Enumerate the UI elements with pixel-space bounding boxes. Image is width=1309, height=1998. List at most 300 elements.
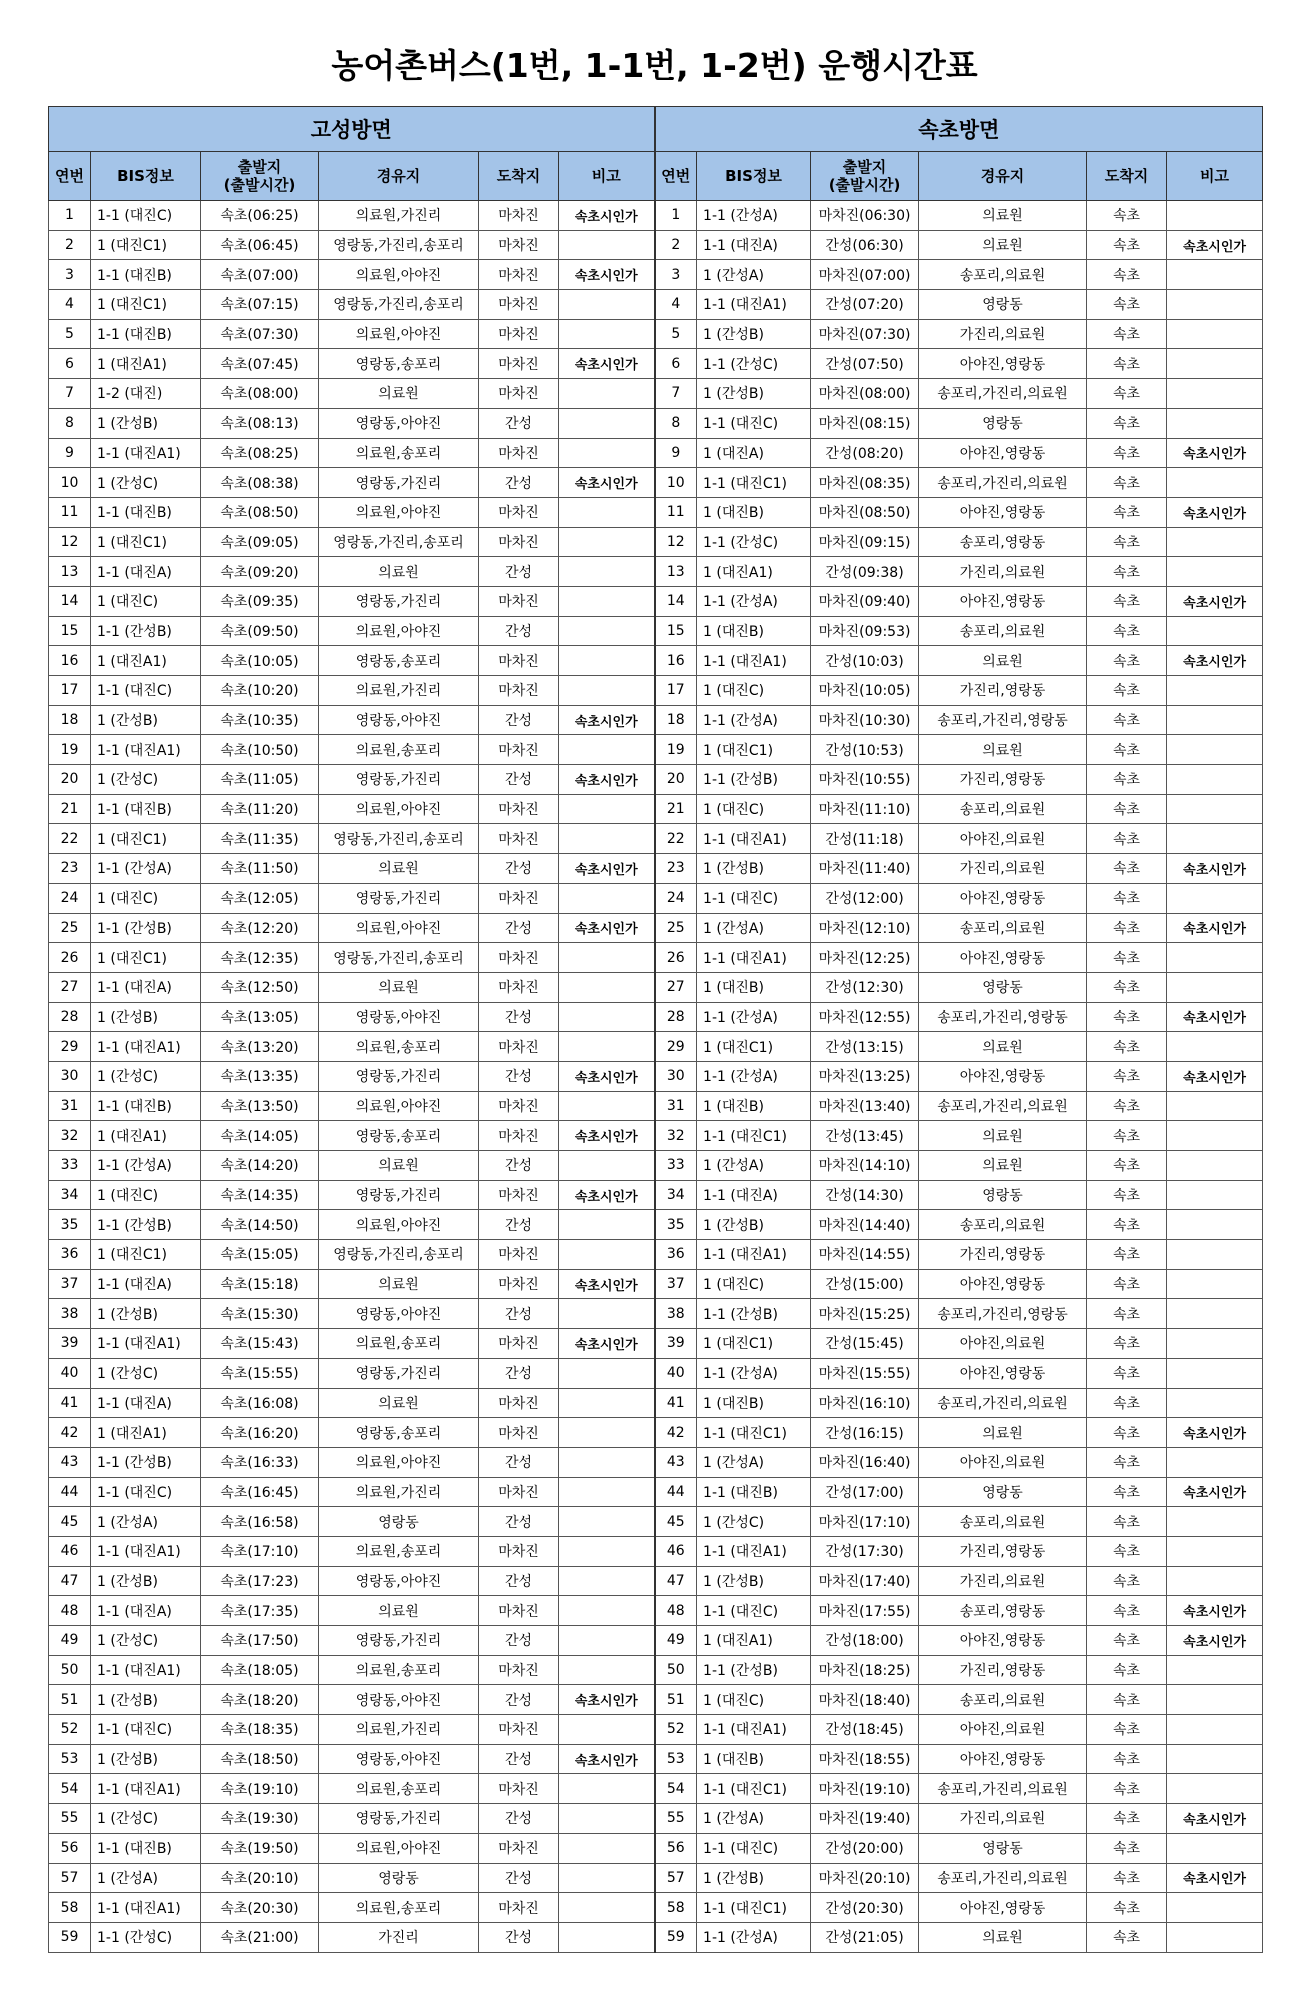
sokcho-cell-remarks: 속초시인가 bbox=[1167, 438, 1263, 468]
timetable-body bbox=[49, 201, 1263, 1953]
goseong-cell-number: 7 bbox=[49, 379, 91, 409]
goseong-cell-number: 2 bbox=[49, 230, 91, 260]
sokcho-cell-remarks: 속초시인가 bbox=[1167, 1626, 1263, 1656]
goseong-cell-via: 의료원,송포리 bbox=[319, 1032, 479, 1062]
sokcho-cell-bis: 1-1 (대진C1) bbox=[697, 1774, 811, 1804]
sokcho-cell-bis: 1 (간성B) bbox=[697, 1210, 811, 1240]
sokcho-cell-number: 40 bbox=[655, 1358, 697, 1388]
goseong-cell-number: 50 bbox=[49, 1655, 91, 1685]
goseong-cell-number: 46 bbox=[49, 1536, 91, 1566]
sokcho-cell-departure: 마차진(15:55) bbox=[811, 1358, 919, 1388]
table-row bbox=[49, 1477, 1263, 1507]
goseong-cell-bis: 1-1 (간성B) bbox=[91, 913, 201, 943]
sokcho-cell-arrival: 속초 bbox=[1087, 319, 1167, 349]
table-row bbox=[49, 676, 1263, 706]
goseong-cell-remarks: 속초시인가 bbox=[559, 1744, 655, 1774]
table-row bbox=[49, 290, 1263, 320]
goseong-cell-number: 55 bbox=[49, 1804, 91, 1834]
goseong-cell-arrival: 마차진 bbox=[479, 586, 559, 616]
col-header-bis: BIS정보 bbox=[697, 152, 811, 201]
sokcho-cell-remarks bbox=[1167, 1507, 1263, 1537]
sokcho-cell-departure: 간성(11:18) bbox=[811, 824, 919, 854]
goseong-cell-arrival: 간성 bbox=[479, 854, 559, 884]
sokcho-cell-number: 6 bbox=[655, 349, 697, 379]
goseong-cell-arrival: 마차진 bbox=[479, 527, 559, 557]
goseong-cell-remarks bbox=[559, 527, 655, 557]
goseong-cell-via: 가진리 bbox=[319, 1922, 479, 1952]
sokcho-cell-bis: 1-1 (대진A) bbox=[697, 230, 811, 260]
sokcho-cell-departure: 간성(09:38) bbox=[811, 557, 919, 587]
goseong-cell-departure: 속초(06:45) bbox=[201, 230, 319, 260]
sokcho-cell-number: 8 bbox=[655, 408, 697, 438]
sokcho-cell-arrival: 속초 bbox=[1087, 1715, 1167, 1745]
goseong-cell-via: 의료원 bbox=[319, 1388, 479, 1418]
sokcho-cell-via: 가진리,영랑동 bbox=[919, 1655, 1087, 1685]
sokcho-cell-arrival: 속초 bbox=[1087, 1655, 1167, 1685]
sokcho-cell-remarks bbox=[1167, 1655, 1263, 1685]
sokcho-cell-bis: 1 (간성A) bbox=[697, 1151, 811, 1181]
sokcho-cell-number: 50 bbox=[655, 1655, 697, 1685]
sokcho-cell-via: 송포리,의료원 bbox=[919, 616, 1087, 646]
sokcho-cell-bis: 1-1 (대진A1) bbox=[697, 646, 811, 676]
goseong-cell-remarks bbox=[559, 1477, 655, 1507]
sokcho-cell-number: 15 bbox=[655, 616, 697, 646]
goseong-cell-via: 의료원 bbox=[319, 1596, 479, 1626]
goseong-cell-remarks: 속초시인가 bbox=[559, 913, 655, 943]
goseong-cell-via: 영랑동,아야진 bbox=[319, 1002, 479, 1032]
goseong-cell-via: 영랑동,아야진 bbox=[319, 1566, 479, 1596]
sokcho-cell-bis: 1-1 (간성A) bbox=[697, 586, 811, 616]
goseong-cell-number: 37 bbox=[49, 1269, 91, 1299]
goseong-cell-departure: 속초(09:50) bbox=[201, 616, 319, 646]
sokcho-cell-arrival: 속초 bbox=[1087, 408, 1167, 438]
sokcho-cell-via: 아야진,의료원 bbox=[919, 1715, 1087, 1745]
goseong-cell-arrival: 간성 bbox=[479, 557, 559, 587]
goseong-cell-arrival: 마차진 bbox=[479, 676, 559, 706]
sokcho-cell-departure: 마차진(06:30) bbox=[811, 201, 919, 231]
goseong-cell-departure: 속초(08:50) bbox=[201, 497, 319, 527]
goseong-cell-via: 영랑동,송포리 bbox=[319, 1418, 479, 1448]
sokcho-cell-via: 송포리,가진리,의료원 bbox=[919, 1863, 1087, 1893]
table-row bbox=[49, 557, 1263, 587]
sokcho-cell-departure: 마차진(14:10) bbox=[811, 1151, 919, 1181]
sokcho-cell-number: 43 bbox=[655, 1447, 697, 1477]
sokcho-cell-remarks bbox=[1167, 1121, 1263, 1151]
sokcho-cell-remarks: 속초시인가 bbox=[1167, 586, 1263, 616]
sokcho-cell-bis: 1-1 (대진A) bbox=[697, 1180, 811, 1210]
sokcho-cell-number: 18 bbox=[655, 705, 697, 735]
goseong-cell-arrival: 마차진 bbox=[479, 1269, 559, 1299]
goseong-cell-departure: 속초(16:20) bbox=[201, 1418, 319, 1448]
goseong-cell-via: 의료원,송포리 bbox=[319, 1655, 479, 1685]
sokcho-cell-remarks bbox=[1167, 1922, 1263, 1952]
sokcho-cell-remarks bbox=[1167, 705, 1263, 735]
sokcho-cell-remarks bbox=[1167, 616, 1263, 646]
sokcho-cell-number: 23 bbox=[655, 854, 697, 884]
goseong-cell-number: 28 bbox=[49, 1002, 91, 1032]
sokcho-cell-via: 가진리,의료원 bbox=[919, 1804, 1087, 1834]
goseong-cell-number: 21 bbox=[49, 794, 91, 824]
sokcho-cell-arrival: 속초 bbox=[1087, 1299, 1167, 1329]
sokcho-cell-number: 49 bbox=[655, 1626, 697, 1656]
goseong-cell-bis: 1 (대진C) bbox=[91, 586, 201, 616]
goseong-cell-remarks: 속초시인가 bbox=[559, 468, 655, 498]
sokcho-cell-remarks bbox=[1167, 1180, 1263, 1210]
goseong-cell-number: 43 bbox=[49, 1447, 91, 1477]
sokcho-cell-via: 아야진,영랑동 bbox=[919, 438, 1087, 468]
table-row bbox=[49, 438, 1263, 468]
goseong-cell-via: 의료원 bbox=[319, 1151, 479, 1181]
goseong-cell-arrival: 마차진 bbox=[479, 260, 559, 290]
goseong-cell-arrival: 마차진 bbox=[479, 1388, 559, 1418]
goseong-cell-departure: 속초(18:35) bbox=[201, 1715, 319, 1745]
sokcho-cell-number: 11 bbox=[655, 497, 697, 527]
sokcho-cell-remarks bbox=[1167, 765, 1263, 795]
goseong-cell-remarks bbox=[559, 1388, 655, 1418]
goseong-cell-via: 의료원,아야진 bbox=[319, 794, 479, 824]
goseong-cell-bis: 1 (간성B) bbox=[91, 1002, 201, 1032]
sokcho-cell-via: 송포리,가진리,영랑동 bbox=[919, 705, 1087, 735]
sokcho-cell-departure: 간성(07:20) bbox=[811, 290, 919, 320]
sokcho-cell-number: 36 bbox=[655, 1240, 697, 1270]
sokcho-cell-bis: 1 (대진B) bbox=[697, 616, 811, 646]
goseong-cell-via: 의료원,송포리 bbox=[319, 1893, 479, 1923]
table-row bbox=[49, 1388, 1263, 1418]
sokcho-cell-bis: 1-1 (대진A1) bbox=[697, 1536, 811, 1566]
table-row bbox=[49, 1566, 1263, 1596]
goseong-cell-remarks bbox=[559, 1566, 655, 1596]
sokcho-cell-remarks: 속초시인가 bbox=[1167, 1002, 1263, 1032]
goseong-cell-remarks bbox=[559, 1715, 655, 1745]
sokcho-cell-departure: 마차진(15:25) bbox=[811, 1299, 919, 1329]
sokcho-cell-bis: 1 (대진C) bbox=[697, 1269, 811, 1299]
goseong-cell-number: 58 bbox=[49, 1893, 91, 1923]
sokcho-cell-bis: 1 (대진A) bbox=[697, 438, 811, 468]
sokcho-cell-via: 의료원 bbox=[919, 1032, 1087, 1062]
table-row bbox=[49, 1091, 1263, 1121]
goseong-cell-number: 34 bbox=[49, 1180, 91, 1210]
goseong-cell-departure: 속초(15:43) bbox=[201, 1329, 319, 1359]
goseong-cell-arrival: 간성 bbox=[479, 1447, 559, 1477]
goseong-cell-arrival: 마차진 bbox=[479, 1655, 559, 1685]
goseong-cell-arrival: 간성 bbox=[479, 1804, 559, 1834]
sokcho-cell-arrival: 속초 bbox=[1087, 527, 1167, 557]
goseong-cell-departure: 속초(10:35) bbox=[201, 705, 319, 735]
sokcho-cell-via: 아야진,영랑동 bbox=[919, 1061, 1087, 1091]
sokcho-cell-arrival: 속초 bbox=[1087, 1685, 1167, 1715]
goseong-cell-number: 45 bbox=[49, 1507, 91, 1537]
table-row bbox=[49, 1804, 1263, 1834]
sokcho-cell-arrival: 속초 bbox=[1087, 883, 1167, 913]
goseong-cell-arrival: 간성 bbox=[479, 616, 559, 646]
sokcho-cell-departure: 마차진(18:40) bbox=[811, 1685, 919, 1715]
table-row bbox=[49, 1893, 1263, 1923]
goseong-cell-via: 의료원,아야진 bbox=[319, 1447, 479, 1477]
goseong-cell-departure: 속초(07:00) bbox=[201, 260, 319, 290]
sokcho-cell-bis: 1 (간성B) bbox=[697, 1863, 811, 1893]
goseong-cell-bis: 1-1 (간성A) bbox=[91, 854, 201, 884]
goseong-cell-number: 26 bbox=[49, 943, 91, 973]
table-row bbox=[49, 972, 1263, 1002]
goseong-cell-via: 의료원,아야진 bbox=[319, 1210, 479, 1240]
goseong-cell-bis: 1 (간성C) bbox=[91, 765, 201, 795]
sokcho-cell-via: 의료원 bbox=[919, 230, 1087, 260]
sokcho-cell-departure: 마차진(10:30) bbox=[811, 705, 919, 735]
goseong-cell-via: 영랑동,아야진 bbox=[319, 1685, 479, 1715]
sokcho-cell-via: 가진리,영랑동 bbox=[919, 676, 1087, 706]
goseong-cell-departure: 속초(12:20) bbox=[201, 913, 319, 943]
goseong-cell-number: 49 bbox=[49, 1626, 91, 1656]
sokcho-cell-arrival: 속초 bbox=[1087, 379, 1167, 409]
goseong-cell-number: 57 bbox=[49, 1863, 91, 1893]
goseong-cell-departure: 속초(14:05) bbox=[201, 1121, 319, 1151]
goseong-cell-remarks: 속초시인가 bbox=[559, 1061, 655, 1091]
goseong-cell-number: 9 bbox=[49, 438, 91, 468]
goseong-cell-number: 4 bbox=[49, 290, 91, 320]
sokcho-cell-remarks: 속초시인가 bbox=[1167, 854, 1263, 884]
sokcho-cell-number: 38 bbox=[655, 1299, 697, 1329]
sokcho-cell-bis: 1-1 (간성A) bbox=[697, 705, 811, 735]
goseong-cell-via: 영랑동,가진리 bbox=[319, 883, 479, 913]
goseong-cell-remarks bbox=[559, 1210, 655, 1240]
goseong-cell-bis: 1-1 (대진A) bbox=[91, 557, 201, 587]
goseong-cell-bis: 1-1 (대진A1) bbox=[91, 1536, 201, 1566]
col-header-number: 연번 bbox=[655, 152, 697, 201]
sokcho-cell-bis: 1 (대진B) bbox=[697, 497, 811, 527]
sokcho-cell-departure: 간성(10:53) bbox=[811, 735, 919, 765]
sokcho-cell-departure: 마차진(07:00) bbox=[811, 260, 919, 290]
sokcho-cell-via: 가진리,의료원 bbox=[919, 319, 1087, 349]
goseong-cell-number: 44 bbox=[49, 1477, 91, 1507]
sokcho-cell-number: 39 bbox=[655, 1329, 697, 1359]
sokcho-cell-arrival: 속초 bbox=[1087, 616, 1167, 646]
sokcho-cell-departure: 마차진(19:10) bbox=[811, 1774, 919, 1804]
goseong-cell-via: 의료원 bbox=[319, 557, 479, 587]
sokcho-cell-arrival: 속초 bbox=[1087, 1447, 1167, 1477]
goseong-cell-bis: 1-1 (간성C) bbox=[91, 1922, 201, 1952]
sokcho-cell-departure: 간성(21:05) bbox=[811, 1922, 919, 1952]
sokcho-cell-number: 31 bbox=[655, 1091, 697, 1121]
goseong-cell-number: 1 bbox=[49, 201, 91, 231]
table-row bbox=[49, 408, 1263, 438]
goseong-cell-arrival: 마차진 bbox=[479, 1774, 559, 1804]
sokcho-cell-number: 44 bbox=[655, 1477, 697, 1507]
goseong-cell-arrival: 간성 bbox=[479, 1507, 559, 1537]
goseong-cell-bis: 1-1 (대진B) bbox=[91, 1091, 201, 1121]
goseong-cell-arrival: 간성 bbox=[479, 1002, 559, 1032]
goseong-cell-arrival: 간성 bbox=[479, 408, 559, 438]
table-row bbox=[49, 1151, 1263, 1181]
sokcho-cell-via: 아야진,영랑동 bbox=[919, 497, 1087, 527]
goseong-cell-arrival: 간성 bbox=[479, 1922, 559, 1952]
sokcho-cell-remarks bbox=[1167, 408, 1263, 438]
table-row bbox=[49, 1596, 1263, 1626]
goseong-cell-via: 영랑동 bbox=[319, 1863, 479, 1893]
sokcho-cell-arrival: 속초 bbox=[1087, 201, 1167, 231]
sokcho-cell-remarks bbox=[1167, 1833, 1263, 1863]
sokcho-cell-departure: 마차진(07:30) bbox=[811, 319, 919, 349]
sokcho-cell-via: 아야진,영랑동 bbox=[919, 1626, 1087, 1656]
table-row bbox=[49, 468, 1263, 498]
sokcho-cell-via: 송포리,가진리,의료원 bbox=[919, 468, 1087, 498]
sokcho-cell-remarks: 속초시인가 bbox=[1167, 646, 1263, 676]
goseong-cell-via: 영랑동,가진리 bbox=[319, 1804, 479, 1834]
goseong-cell-arrival: 마차진 bbox=[479, 201, 559, 231]
sokcho-cell-number: 5 bbox=[655, 319, 697, 349]
goseong-cell-arrival: 간성 bbox=[479, 705, 559, 735]
sokcho-cell-arrival: 속초 bbox=[1087, 1804, 1167, 1834]
goseong-cell-number: 36 bbox=[49, 1240, 91, 1270]
sokcho-cell-via: 송포리,영랑동 bbox=[919, 1596, 1087, 1626]
goseong-cell-number: 19 bbox=[49, 735, 91, 765]
sokcho-cell-number: 2 bbox=[655, 230, 697, 260]
sokcho-cell-number: 12 bbox=[655, 527, 697, 557]
sokcho-cell-via: 송포리,의료원 bbox=[919, 1210, 1087, 1240]
goseong-cell-via: 의료원,가진리 bbox=[319, 1715, 479, 1745]
goseong-cell-via: 영랑동,가진리 bbox=[319, 586, 479, 616]
goseong-cell-via: 의료원,아야진 bbox=[319, 260, 479, 290]
goseong-cell-via: 영랑동,가진리,송포리 bbox=[319, 230, 479, 260]
section-goseong: 고성방면 bbox=[49, 107, 655, 152]
sokcho-cell-departure: 마차진(18:25) bbox=[811, 1655, 919, 1685]
sokcho-cell-number: 47 bbox=[655, 1566, 697, 1596]
sokcho-cell-bis: 1 (대진C) bbox=[697, 676, 811, 706]
table-row bbox=[49, 883, 1263, 913]
goseong-cell-departure: 속초(15:55) bbox=[201, 1358, 319, 1388]
goseong-cell-arrival: 마차진 bbox=[479, 883, 559, 913]
goseong-cell-via: 영랑동,가진리,송포리 bbox=[319, 527, 479, 557]
sokcho-cell-bis: 1-1 (대진C1) bbox=[697, 468, 811, 498]
goseong-cell-via: 영랑동,가진리 bbox=[319, 765, 479, 795]
goseong-cell-bis: 1-1 (대진A1) bbox=[91, 1329, 201, 1359]
goseong-cell-via: 영랑동,아야진 bbox=[319, 705, 479, 735]
sokcho-cell-via: 아야진,의료원 bbox=[919, 1329, 1087, 1359]
goseong-cell-number: 15 bbox=[49, 616, 91, 646]
sokcho-cell-remarks: 속초시인가 bbox=[1167, 1477, 1263, 1507]
sokcho-cell-via: 의료원 bbox=[919, 646, 1087, 676]
goseong-cell-departure: 속초(21:00) bbox=[201, 1922, 319, 1952]
goseong-cell-remarks: 속초시인가 bbox=[559, 705, 655, 735]
goseong-cell-via: 의료원,가진리 bbox=[319, 201, 479, 231]
goseong-cell-departure: 속초(13:50) bbox=[201, 1091, 319, 1121]
sokcho-cell-departure: 마차진(12:25) bbox=[811, 943, 919, 973]
sokcho-cell-departure: 마차진(13:40) bbox=[811, 1091, 919, 1121]
goseong-cell-via: 영랑동,가진리,송포리 bbox=[319, 290, 479, 320]
sokcho-cell-remarks bbox=[1167, 1536, 1263, 1566]
sokcho-cell-via: 아야진,의료원 bbox=[919, 1447, 1087, 1477]
goseong-cell-remarks: 속초시인가 bbox=[559, 1180, 655, 1210]
goseong-cell-arrival: 간성 bbox=[479, 1299, 559, 1329]
goseong-cell-departure: 속초(11:35) bbox=[201, 824, 319, 854]
sokcho-cell-bis: 1-1 (간성B) bbox=[697, 1299, 811, 1329]
sokcho-cell-remarks bbox=[1167, 794, 1263, 824]
sokcho-cell-bis: 1 (대진C) bbox=[697, 794, 811, 824]
goseong-cell-via: 의료원,가진리 bbox=[319, 676, 479, 706]
goseong-cell-departure: 속초(07:45) bbox=[201, 349, 319, 379]
sokcho-cell-departure: 마차진(10:55) bbox=[811, 765, 919, 795]
sokcho-cell-bis: 1-1 (대진C) bbox=[697, 408, 811, 438]
sokcho-cell-via: 송포리,의료원 bbox=[919, 1507, 1087, 1537]
sokcho-cell-via: 의료원 bbox=[919, 201, 1087, 231]
sokcho-cell-number: 57 bbox=[655, 1863, 697, 1893]
table-row bbox=[49, 349, 1263, 379]
sokcho-cell-number: 13 bbox=[655, 557, 697, 587]
sokcho-cell-number: 59 bbox=[655, 1922, 697, 1952]
sokcho-cell-bis: 1 (간성C) bbox=[697, 1507, 811, 1537]
goseong-cell-departure: 속초(18:05) bbox=[201, 1655, 319, 1685]
sokcho-cell-number: 58 bbox=[655, 1893, 697, 1923]
goseong-cell-number: 47 bbox=[49, 1566, 91, 1596]
goseong-cell-via: 의료원,송포리 bbox=[319, 438, 479, 468]
goseong-cell-departure: 속초(15:18) bbox=[201, 1269, 319, 1299]
sokcho-cell-arrival: 속초 bbox=[1087, 1566, 1167, 1596]
table-row bbox=[49, 1210, 1263, 1240]
sokcho-cell-departure: 마차진(08:35) bbox=[811, 468, 919, 498]
goseong-cell-via: 영랑동 bbox=[319, 1507, 479, 1537]
table-row bbox=[49, 201, 1263, 231]
sokcho-cell-arrival: 속초 bbox=[1087, 1418, 1167, 1448]
goseong-cell-remarks bbox=[559, 1596, 655, 1626]
sokcho-cell-departure: 간성(18:45) bbox=[811, 1715, 919, 1745]
goseong-cell-remarks bbox=[559, 1893, 655, 1923]
sokcho-cell-remarks: 속초시인가 bbox=[1167, 230, 1263, 260]
table-row bbox=[49, 824, 1263, 854]
sokcho-cell-arrival: 속초 bbox=[1087, 1061, 1167, 1091]
goseong-cell-departure: 속초(14:50) bbox=[201, 1210, 319, 1240]
goseong-cell-remarks bbox=[559, 1151, 655, 1181]
goseong-cell-bis: 1-1 (대진B) bbox=[91, 260, 201, 290]
col-header-via: 경유지 bbox=[919, 152, 1087, 201]
goseong-cell-arrival: 마차진 bbox=[479, 1596, 559, 1626]
goseong-cell-remarks: 속초시인가 bbox=[559, 1685, 655, 1715]
goseong-cell-remarks: 속초시인가 bbox=[559, 1269, 655, 1299]
sokcho-cell-remarks bbox=[1167, 260, 1263, 290]
sokcho-cell-departure: 마차진(18:55) bbox=[811, 1744, 919, 1774]
col-header-bis: BIS정보 bbox=[91, 152, 201, 201]
sokcho-cell-arrival: 속초 bbox=[1087, 438, 1167, 468]
goseong-cell-remarks bbox=[559, 1626, 655, 1656]
goseong-cell-number: 17 bbox=[49, 676, 91, 706]
goseong-cell-departure: 속초(19:30) bbox=[201, 1804, 319, 1834]
goseong-cell-remarks bbox=[559, 676, 655, 706]
table-row bbox=[49, 1121, 1263, 1151]
table-row bbox=[49, 1774, 1263, 1804]
goseong-cell-number: 23 bbox=[49, 854, 91, 884]
sokcho-cell-bis: 1 (대진B) bbox=[697, 1091, 811, 1121]
sokcho-cell-bis: 1 (대진B) bbox=[697, 1388, 811, 1418]
sokcho-cell-via: 의료원 bbox=[919, 1418, 1087, 1448]
goseong-cell-via: 의료원,송포리 bbox=[319, 1774, 479, 1804]
goseong-cell-arrival: 간성 bbox=[479, 1685, 559, 1715]
table-row bbox=[49, 943, 1263, 973]
sokcho-cell-number: 48 bbox=[655, 1596, 697, 1626]
sokcho-cell-departure: 간성(06:30) bbox=[811, 230, 919, 260]
goseong-cell-number: 14 bbox=[49, 586, 91, 616]
sokcho-cell-remarks bbox=[1167, 1388, 1263, 1418]
sokcho-cell-bis: 1-1 (대진C1) bbox=[697, 1418, 811, 1448]
goseong-cell-remarks bbox=[559, 379, 655, 409]
sokcho-cell-remarks bbox=[1167, 1774, 1263, 1804]
goseong-cell-departure: 속초(18:20) bbox=[201, 1685, 319, 1715]
sokcho-cell-remarks bbox=[1167, 972, 1263, 1002]
goseong-cell-number: 8 bbox=[49, 408, 91, 438]
sokcho-cell-departure: 마차진(13:25) bbox=[811, 1061, 919, 1091]
goseong-cell-arrival: 마차진 bbox=[479, 1091, 559, 1121]
goseong-cell-number: 24 bbox=[49, 883, 91, 913]
sokcho-cell-bis: 1 (간성B) bbox=[697, 379, 811, 409]
table-row bbox=[49, 1358, 1263, 1388]
table-row bbox=[49, 646, 1263, 676]
